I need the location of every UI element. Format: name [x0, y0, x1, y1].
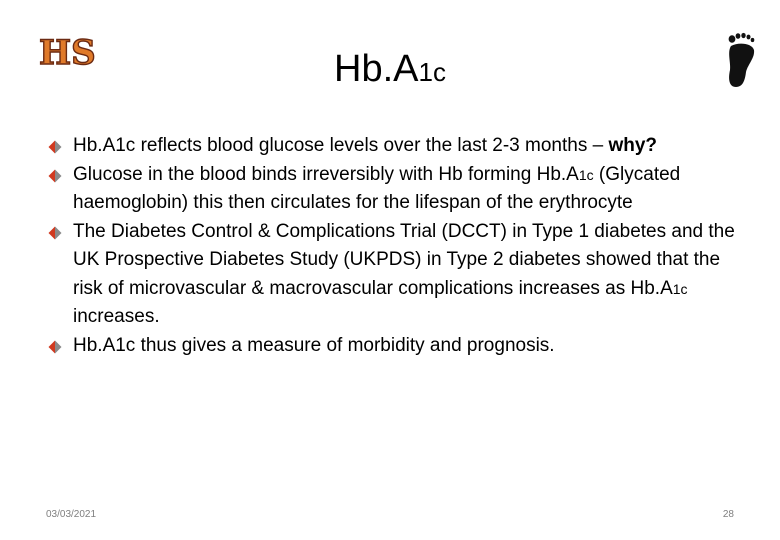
bullet-subscript: 1c: [578, 166, 594, 183]
bullet-item: [46, 332, 736, 361]
bullet-text: Hb.A1c reflects blood glucose levels over the last 2-3 months –: [73, 135, 604, 156]
bullet-text: Glucose in the blood binds irreversibly with Hb forming Hb.A: [73, 163, 579, 185]
bullet-icon: [48, 226, 62, 240]
page-number: 28: [722, 509, 734, 520]
bullet-icon: [48, 140, 62, 154]
bullet-text: The Diabetes Control & Complications Trial (DCCT) in Type 1 diabetes and the UK Prospective Diabetes Study (UKPDS) in Type 2 diabetes showed that the risk of microvascular & macrovascular complications increases as Hb.A: [73, 220, 735, 299]
bullet-item: [46, 161, 736, 218]
bullet-item: [46, 218, 736, 332]
bullet-icon: [48, 169, 62, 183]
bullet-bold-text: why?: [608, 135, 658, 156]
bullet-list: [46, 132, 736, 360]
bullet-icon: [48, 340, 62, 354]
bullet-text: Hb.A1c thus gives a measure of morbidity and prognosis.: [73, 334, 555, 356]
bullet-text-continued: (Glycated haemoglobin) this then circulates for the lifespan of the erythrocyte: [73, 163, 681, 213]
bullet-subscript: 1c: [672, 280, 688, 297]
title-main: Hb.A: [334, 48, 419, 90]
footer-date: 03/03/2021: [46, 509, 97, 520]
slide-title: [0, 46, 780, 95]
hs-logo-text: HS: [39, 33, 96, 73]
bullet-item: [46, 132, 736, 161]
bullet-text-continued: increases.: [73, 306, 160, 327]
title-subscript: 1c: [418, 57, 446, 87]
